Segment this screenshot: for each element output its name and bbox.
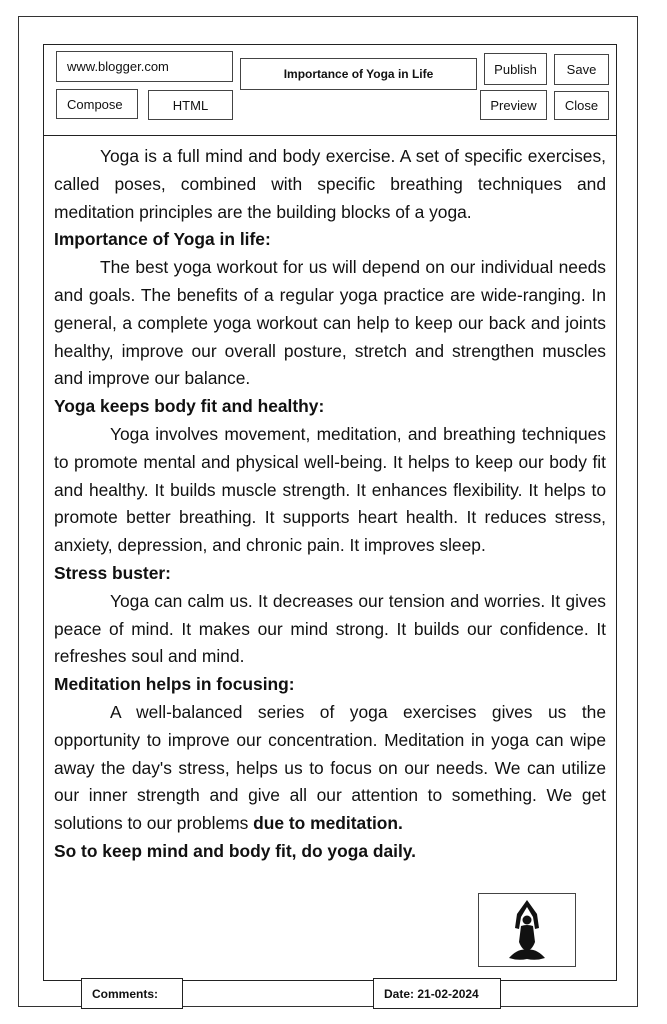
html-button[interactable]: HTML (148, 90, 233, 120)
section-heading: Yoga keeps body fit and healthy: (54, 396, 325, 417)
url-field[interactable]: www.blogger.com (56, 51, 233, 82)
preview-button[interactable]: Preview (480, 90, 547, 120)
section-heading: Stress buster: (54, 562, 171, 583)
yoga-image (478, 893, 576, 967)
section-paragraph: Yoga can calm us. It decreases our tension and worries. It gives peace of mind. It makes our mind strong. It builds our confidence. It refreshes soul and mind. (54, 590, 606, 667)
paragraph-text: A well-balanced series of yoga exercises gives us the opportunity to improve our concentration. Meditation in yoga can wipe away the day's stress, helps us to focus on our needs. We can utilize our inner strength and give all our attention to something. We get solutions to our problems (54, 701, 606, 834)
intro-paragraph: Yoga is a full mind and body exercise. A set of specific exercises, called poses, combined with specific breathing techniques and meditation principles are the building blocks of a yoga. (54, 146, 606, 222)
publish-button[interactable]: Publish (484, 53, 547, 85)
post-title-field[interactable]: Importance of Yoga in Life (240, 58, 477, 90)
close-button[interactable]: Close (554, 91, 609, 120)
post-content[interactable] (54, 143, 606, 866)
paragraph-bold-text: due to meditation. (253, 813, 403, 834)
compose-button[interactable]: Compose (56, 89, 138, 119)
section-paragraph: Yoga involves movement, meditation, and breathing techniques to promote mental and physical well-being. It helps to keep our body fit and healthy. It builds muscle strength. It enhances flexibility. It helps to promote better breathing. It supports heart health. It reduces stress, anxiety, depression, and chronic pain. It improves sleep. (54, 423, 606, 556)
section-paragraph (54, 699, 606, 838)
section-paragraph: The best yoga workout for us will depend on our individual needs and goals. The benefits of a regular yoga practice are wide-ranging. In general, a complete yoga workout can help to keep our back and joints healthy, improve our overall posture, stretch and strengthen muscles and improve our balance. (54, 257, 606, 389)
closing-line: So to keep mind and body fit, do yoga daily. (54, 840, 417, 861)
section-heading: Meditation helps in focusing: (54, 674, 295, 695)
save-button[interactable]: Save (554, 54, 609, 85)
comments-field[interactable]: Comments: (81, 978, 183, 1009)
date-field: Date: 21-02-2024 (373, 978, 501, 1009)
header-divider (43, 135, 617, 136)
yoga-pose-icon (502, 898, 552, 962)
section-heading: Importance of Yoga in life: (54, 229, 271, 250)
